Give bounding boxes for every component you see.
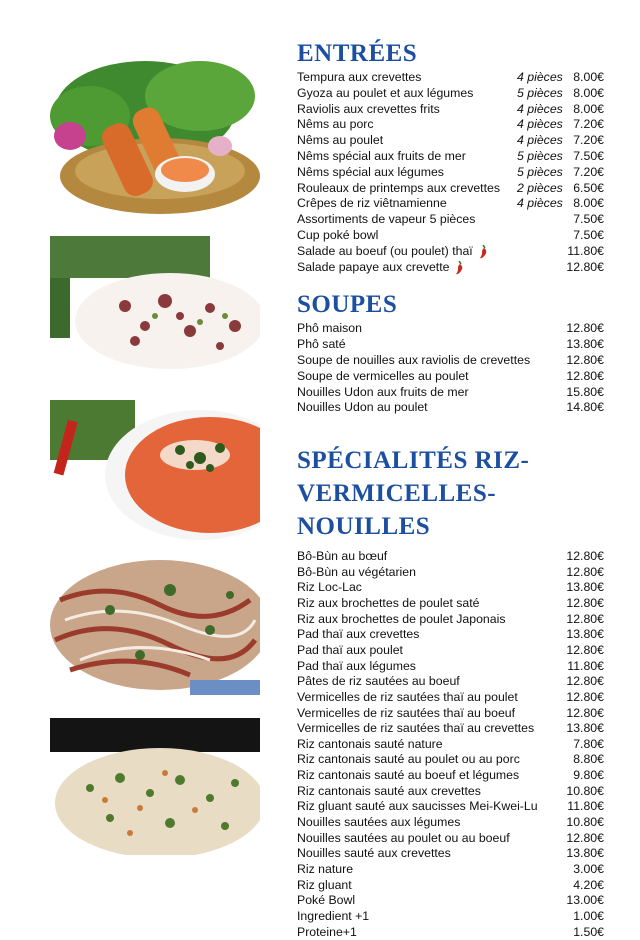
menu-item (297, 70, 607, 86)
menu-item-name: Rouleaux de printemps aux crevettes (297, 180, 501, 195)
section-title-line-2: VERMICELLES-NOUILLES (297, 480, 497, 541)
menu-item-name: Crêpes de riz viêtnamienne (297, 196, 447, 211)
menu-item-price: 10.80€ (566, 815, 604, 830)
menu-item-name: Nouilles sautées aux légumes (297, 815, 461, 830)
menu-item (297, 385, 607, 401)
menu-item-name: Ingredient +1 (297, 908, 370, 923)
menu-item-name: Riz aux brochettes de poulet Japonais (297, 611, 506, 626)
menu-item-name: Riz cantonais sauté nature (297, 736, 443, 751)
menu-item-name: Poké Bowl (297, 893, 356, 908)
menu-item-price: 10.80€ (566, 783, 604, 798)
soupes-list (297, 321, 607, 416)
menu-item-quantity: 5 pièces (517, 85, 563, 100)
menu-item-price: 1.00€ (573, 908, 604, 923)
menu-item-price: 12.80€ (566, 549, 604, 564)
menu-item (297, 580, 607, 596)
menu-item (297, 893, 607, 909)
menu-item-price: 13.00€ (566, 893, 604, 908)
menu-item-name: Phô saté (297, 337, 346, 352)
menu-item-name: Riz aux brochettes de poulet saté (297, 596, 480, 611)
menu-item-price: 12.80€ (566, 642, 604, 657)
menu-item-price: 12.80€ (566, 564, 604, 579)
menu-item-name: Riz gluant (297, 877, 352, 892)
menu-item-name: Bô-Bùn au végétarien (297, 564, 416, 579)
photo-thai-salad (50, 236, 260, 376)
menu-item-quantity: 5 pièces (517, 164, 563, 179)
menu-item (297, 659, 607, 675)
menu-item (297, 799, 607, 815)
menu-item-name: Nêms au porc (297, 117, 374, 132)
menu-item-price: 4.20€ (573, 877, 604, 892)
menu-item-price: 7.50€ (573, 148, 604, 163)
menu-item-price: 7.50€ (573, 227, 604, 242)
menu-item (297, 721, 607, 737)
menu-item (297, 925, 607, 940)
photo-pho-soup (50, 400, 260, 540)
menu-item-name: Phô maison (297, 321, 362, 336)
menu-item-name: Nouilles sauté aux crevettes (297, 846, 451, 861)
menu-item-name: Riz cantonais sauté au boeuf et légumes (297, 768, 520, 783)
menu-item (297, 400, 607, 416)
menu-item-name: Riz cantonais sauté aux crevettes (297, 783, 481, 798)
menu-item-name: Pad thaï aux poulet (297, 642, 403, 657)
menu-item (297, 86, 607, 102)
menu-item-name: Salade papaye aux crevette (297, 259, 450, 274)
menu-item (297, 752, 607, 768)
menu-item-price: 12.80€ (566, 596, 604, 611)
menu-item (297, 260, 607, 276)
menu-column (297, 38, 607, 940)
menu-item-name: Vermicelles de riz sautées thaï au poulet (297, 689, 518, 704)
entrees-list (297, 70, 607, 275)
menu-item-quantity: 4 pièces (517, 133, 563, 148)
photo-pad-thai-noodles (50, 560, 260, 695)
menu-item-price: 9.80€ (573, 768, 604, 783)
menu-item-price: 12.80€ (566, 705, 604, 720)
menu-item (297, 768, 607, 784)
menu-item-price: 1.50€ (573, 924, 604, 939)
menu-item-quantity: 5 pièces (517, 148, 563, 163)
menu-item (297, 244, 607, 260)
menu-item-quantity: 4 pièces (517, 101, 563, 116)
menu-item-price: 12.80€ (566, 674, 604, 689)
menu-item (297, 212, 607, 228)
menu-item-name: Pâtes de riz sautées au boeuf (297, 674, 460, 689)
menu-item-price: 15.80€ (566, 384, 604, 399)
menu-item-price: 7.20€ (573, 133, 604, 148)
menu-item-quantity: 2 pièces (517, 180, 563, 195)
menu-item (297, 627, 607, 643)
menu-item-name: Vermicelles de riz sautées thaï au crevettes (297, 721, 535, 736)
menu-item-price: 7.80€ (573, 736, 604, 751)
menu-item-name: Riz Loc-Lac (297, 580, 362, 595)
menu-item-price: 11.80€ (567, 799, 604, 814)
menu-item-name: Pad thaï aux crevettes (297, 627, 420, 642)
menu-item-price: 8.00€ (573, 85, 604, 100)
menu-item-price: 8.00€ (573, 70, 604, 84)
menu-item-price: 7.20€ (573, 164, 604, 179)
menu-item-name: Riz gluant sauté aux saucisses Mei-Kwei-Lu (297, 799, 538, 814)
menu-item-name: Nêms spécial aux fruits de mer (297, 148, 466, 163)
menu-item-price: 12.80€ (566, 611, 604, 626)
menu-item-name: Riz cantonais sauté au poulet ou au porc (297, 752, 520, 767)
menu-item-price: 13.80€ (566, 846, 604, 861)
menu-item (297, 674, 607, 690)
menu-item-name: Bô-Bùn au bœuf (297, 549, 388, 564)
section-title-entrees: ENTRÉES (297, 40, 418, 67)
menu-item-price: 7.20€ (573, 117, 604, 132)
menu-item-name: Proteine+1 (297, 924, 357, 939)
menu-item-price: 12.80€ (566, 321, 604, 336)
menu-item-name: Soupe de nouilles aux raviolis de crevettes (297, 352, 531, 367)
menu-item (297, 196, 607, 212)
menu-item (297, 737, 607, 753)
section-title-line-1: SPÉCIALITÉS RIZ- (297, 447, 530, 475)
menu-item (297, 706, 607, 722)
menu-item-price: 12.80€ (566, 830, 604, 845)
menu-item-name: Nouilles sautées au poulet ou au boeuf (297, 830, 510, 845)
photo-tempura-plate (50, 56, 260, 216)
menu-item (297, 612, 607, 628)
menu-item (297, 643, 607, 659)
specialites-list (297, 549, 607, 940)
menu-item-name: Pad thaï aux légumes (297, 658, 416, 673)
menu-item (297, 165, 607, 181)
menu-item-name: Salade au boeuf (ou poulet) thaï (297, 243, 473, 258)
menu-item-price: 12.80€ (566, 352, 604, 367)
menu-item (297, 831, 607, 847)
menu-item-name: Soupe de vermicelles au poulet (297, 368, 469, 383)
menu-item (297, 133, 607, 149)
menu-item-name: Cup poké bowl (297, 227, 379, 242)
menu-item-name: Tempura aux crevettes (297, 70, 422, 84)
menu-item-price: 6.50€ (573, 180, 604, 195)
photo-fried-rice (50, 718, 260, 855)
menu-item-price: 13.80€ (566, 627, 604, 642)
menu-item (297, 596, 607, 612)
menu-item-price: 3.00€ (573, 861, 604, 876)
menu-item-name: Nêms au poulet (297, 133, 384, 148)
menu-item-name: Nêms spécial aux légumes (297, 164, 444, 179)
menu-item (297, 149, 607, 165)
menu-item (297, 690, 607, 706)
menu-item-price: 8.00€ (573, 101, 604, 116)
menu-item (297, 369, 607, 385)
section-title-soupes: SOUPES (297, 291, 398, 319)
menu-item-quantity: 4 pièces (517, 70, 563, 84)
menu-item-name: Nouilles Udon aux fruits de mer (297, 384, 469, 399)
menu-item (297, 815, 607, 831)
menu-item (297, 878, 607, 894)
menu-item (297, 784, 607, 800)
menu-item-name: Raviolis aux crevettes frits (297, 101, 440, 116)
chili-pepper-icon (455, 261, 464, 280)
menu-item (297, 862, 607, 878)
menu-item (297, 549, 607, 565)
menu-item-price: 11.80€ (567, 243, 604, 258)
menu-item (297, 228, 607, 244)
section-title-specialites (297, 444, 607, 543)
menu-item (297, 846, 607, 862)
menu-item (297, 565, 607, 581)
menu-item (297, 102, 607, 118)
menu-item (297, 337, 607, 353)
menu-item-name: Nouilles Udon au poulet (297, 400, 428, 415)
menu-item (297, 909, 607, 925)
menu-item-price: 14.80€ (566, 400, 604, 415)
menu-item-price: 12.80€ (566, 259, 604, 274)
menu-item-name: Vermicelles de riz sautées thaï au boeuf (297, 705, 516, 720)
menu-item-name: Riz nature (297, 861, 354, 876)
menu-item-name: Assortiments de vapeur 5 pièces (297, 212, 476, 227)
menu-item-name: Gyoza au poulet et aux légumes (297, 85, 474, 100)
menu-item-price: 13.80€ (566, 721, 604, 736)
menu-item-price: 11.80€ (567, 658, 604, 673)
menu-item-price: 13.80€ (566, 580, 604, 595)
menu-item-quantity: 4 pièces (517, 117, 563, 132)
menu-item-price: 12.80€ (566, 689, 604, 704)
menu-item (297, 321, 607, 337)
menu-item-price: 13.80€ (566, 337, 604, 352)
menu-item (297, 181, 607, 197)
menu-item-price: 7.50€ (573, 212, 604, 227)
menu-item-price: 12.80€ (566, 368, 604, 383)
menu-item-price: 8.00€ (573, 196, 604, 211)
menu-item (297, 353, 607, 369)
menu-item-quantity: 4 pièces (517, 196, 563, 211)
menu-item-price: 8.80€ (573, 752, 604, 767)
menu-item (297, 117, 607, 133)
